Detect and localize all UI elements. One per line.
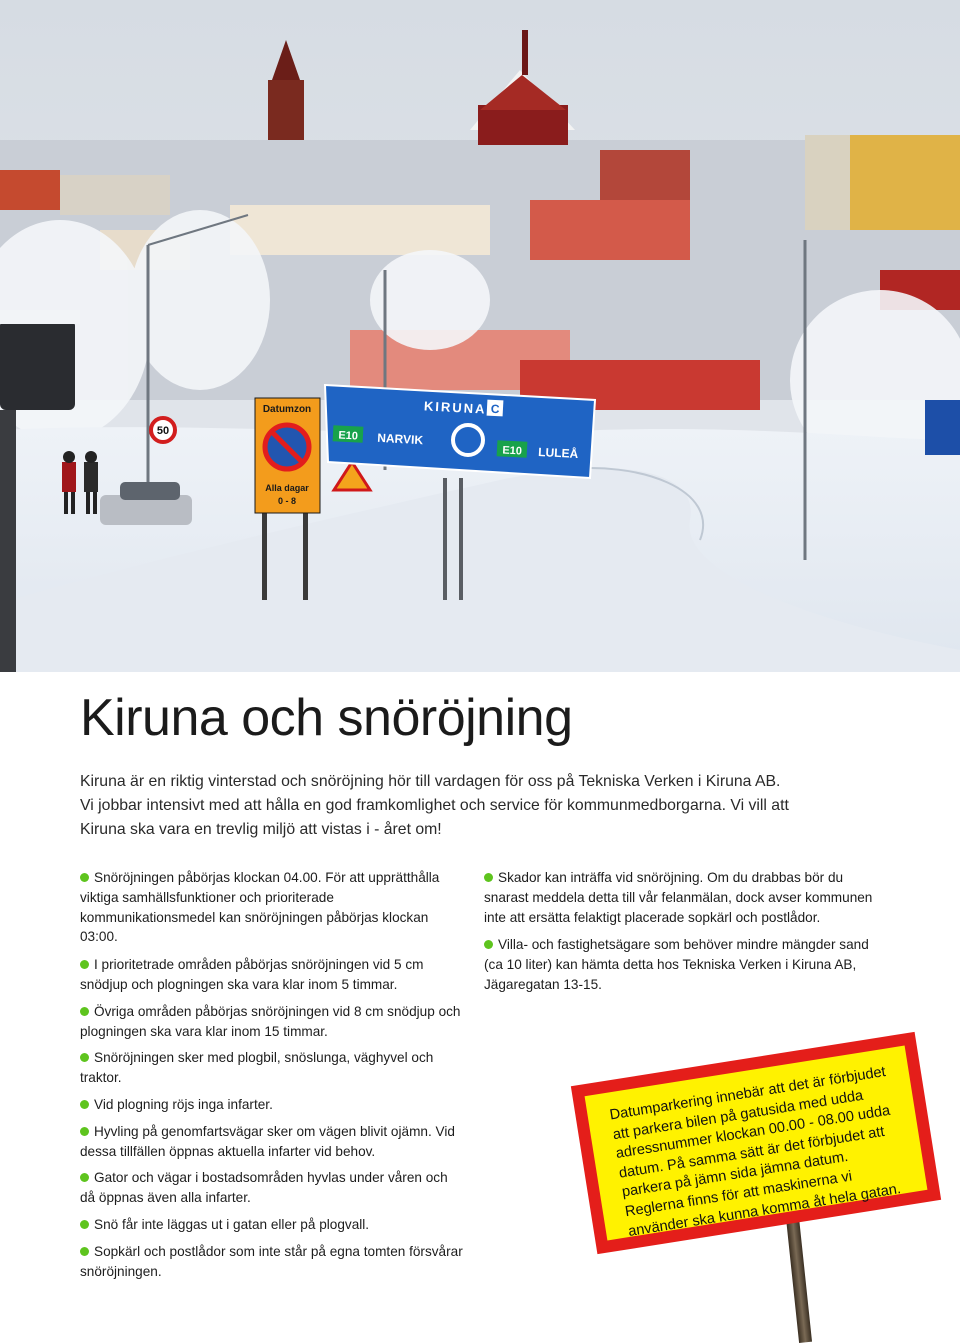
intro-line: Kiruna är en riktig vinterstad och snöröjning hör till vardagen för oss på Tekniska Verken i Kiruna AB. [80, 773, 781, 790]
speed-limit-value: 50 [156, 425, 170, 437]
bullet-dot-icon [80, 1100, 89, 1109]
list-item [80, 955, 465, 995]
list-item [80, 1168, 465, 1208]
intro-line: Kiruna ska vara en trevlig miljö att vistas i - året om! [80, 821, 442, 838]
direction-kiruna: KIRUNA [423, 398, 487, 417]
right-column [484, 868, 874, 1002]
intro-text [80, 770, 880, 842]
parking-info-sign [571, 1032, 941, 1254]
list-item [80, 1215, 465, 1235]
direction-kiruna-badge: C [490, 401, 500, 417]
bullet-dot-icon [80, 1053, 89, 1062]
speed-limit-sign [151, 418, 175, 442]
list-item [484, 868, 874, 927]
left-column [80, 868, 465, 1288]
list-item-text: Snöröjningen påbörjas klockan 04.00. För att upprätthålla viktiga samhällsfunktioner och prioriterade kommunikationsmedel kan snöröjningen påbörjas klockan 03:00. [80, 870, 440, 945]
bullet-dot-icon [80, 1220, 89, 1229]
list-item [80, 1242, 465, 1282]
list-item-text: Övriga områden påbörjas snöröjningen vid 8 cm snödjup och plogningen ska vara klar inom 15 timmar. [80, 1003, 461, 1039]
list-item [80, 1122, 465, 1162]
list-item-text: Sopkärl och postlådor som inte står på egna tomten försvårar snöröjningen. [80, 1243, 463, 1279]
list-item [80, 1048, 465, 1088]
direction-lulea: LULEÅ [537, 444, 579, 462]
list-item [80, 868, 465, 947]
list-item-text: Hyvling på genomfartsvägar sker om vägen blivit ojämn. Vid dessa tillfällen öppnas aktuella infarter vid behov. [80, 1123, 455, 1159]
page-title: Kiruna och snöröjning [80, 689, 573, 747]
bullet-dot-icon [80, 1247, 89, 1256]
bullet-dot-icon [484, 873, 493, 882]
bullet-dot-icon [80, 873, 89, 882]
list-item-text: Snöröjningen sker med plogbil, snöslunga, väghyvel och traktor. [80, 1050, 434, 1086]
bullet-dot-icon [80, 1127, 89, 1136]
route-right: E10 [502, 444, 523, 458]
list-item [80, 1095, 465, 1115]
route-left: E10 [338, 429, 359, 443]
bullet-dot-icon [80, 1007, 89, 1016]
sign-post [786, 1217, 812, 1343]
bullet-dot-icon [80, 960, 89, 969]
list-item-text: Vid plogning röjs inga infarter. [94, 1096, 273, 1112]
bullet-dot-icon [484, 940, 493, 949]
intro-line: Vi jobbar intensivt med att hålla en god framkomlighet och service för kommunmedborgarna. Vi vill att [80, 797, 789, 814]
direction-narvik: NARVIK [376, 430, 424, 448]
datumzon-hours: 0 - 8 [277, 496, 297, 506]
list-item-text: I prioritetrade områden påbörjas snöröjningen vid 5 cm snödjup och plogningen ska vara klar inom 5 timmar. [80, 957, 424, 992]
list-item-text: Gator och vägar i bostadsområden hyvlas under våren och då öppnas även alla infarter. [80, 1170, 448, 1206]
list-item [484, 935, 874, 994]
datumzon-title: Datumzon [262, 404, 312, 415]
datumzon-days: Alla dagar [265, 483, 309, 493]
parking-info-text: Datumparkering innebär att det är förbjudet att parkera bilen på gatusida med udda adressnummer klockan 00.00 - 08.00 udda datum. På samma sätt är det förbjudet att parkera på jämn sida jämna datum. Reglerna finns för att maskinerna vi använder ska kunna komma åt hela gatan. [585, 1046, 928, 1241]
list-item [80, 1002, 465, 1042]
list-item-text: Villa- och fastighetsägare som behöver mindre mängder sand (ca 10 liter) kan hämta detta hos Tekniska Verken i Kiruna AB, Jägaregatan 13-15. [484, 937, 869, 992]
list-item-text: Skador kan inträffa vid snöröjning. Om du drabbas bör du snarast meddela detta till vår felanmälan, dock avser kommunen inte att ersätta felaktigt placerade sopkärl och postlådor. [484, 870, 873, 925]
list-item-text: Snö får inte läggas ut i gatan eller på plogvall. [94, 1216, 370, 1232]
bullet-dot-icon [80, 1173, 89, 1182]
